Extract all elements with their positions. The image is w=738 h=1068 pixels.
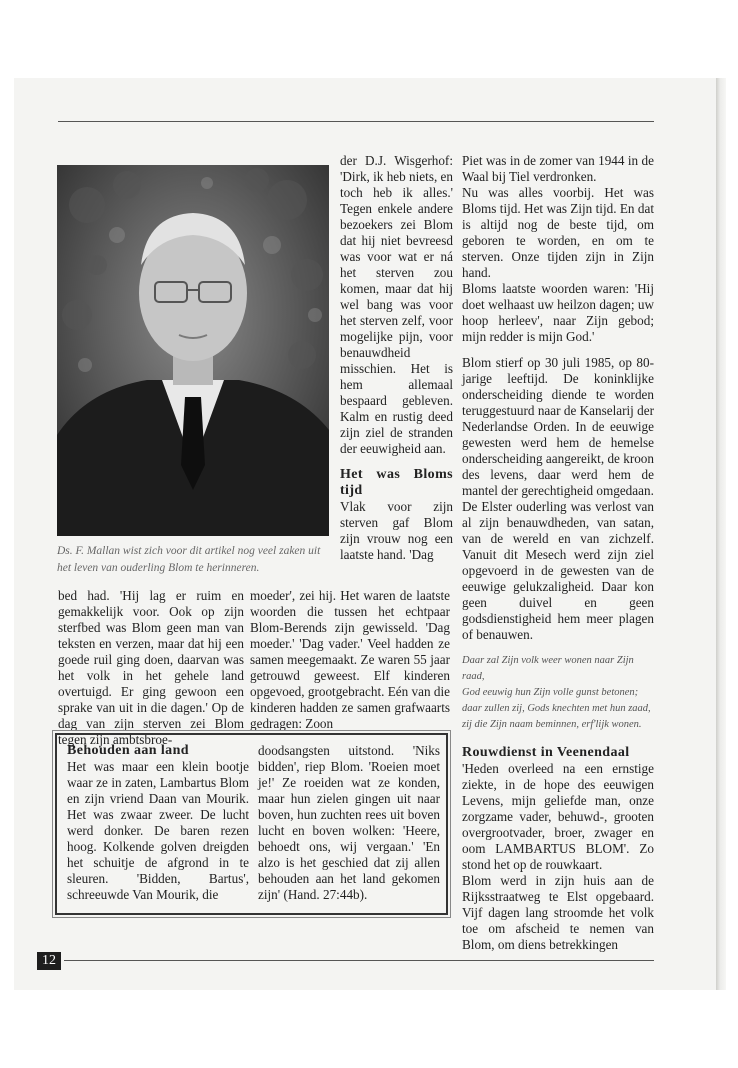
column-2-top	[340, 153, 453, 563]
portrait-photo	[57, 165, 329, 536]
paragraph: moeder', zei hij. Het waren de laatste woorden die tussen het echtpaar Blom-Berends zijn gewisseld. 'Dag moeder.' 'Dag vader.' Veel hadden ze samen meegemaakt. Ze waren 55 jaar getrouwd geweest. Elf kinderen opgevoed, grootgebracht. Eén van die kinderen hadden ze samen grafwaarts gedragen: Zoon	[250, 588, 450, 731]
verse-line: Daar zal Zijn volk weer wonen naar Zijn raad,	[462, 655, 634, 682]
top-rule	[58, 121, 654, 122]
paragraph: Blom stierf op 30 juli 1985, op 80-jarige leeftijd. De koninklijke onderscheiding diende te worden teruggestuurd naar de Kanselarij der Nederlandse Orden. In de eeuwige gewesten werd hem de hemelse onderscheiding aangereikt, de kroon des levens, daar werd hem de mantel der gerechtigheid omgedaan.	[462, 355, 654, 498]
paragraph: Bloms laatste woorden waren: 'Hij doet welhaast uw heilzon dagen; uw hoop herleev', naar Zijn gebod; mijn redder is mijn God.'	[462, 281, 654, 344]
paragraph: bed had. 'Hij lag er ruim en gemakkelijk voor. Ook op zijn sterfbed was Blom geen man van teksten en verzen, maar dat hij een goede ruil ging doen, daarvan was het volk in het gehele land overtuigd. Er ging gewoon een sprake van uit in die dagen.' Op de dag van zijn sterven zei Blom tegen zijn ambtsbroe-	[58, 588, 244, 747]
portrait-illustration	[57, 165, 329, 536]
paragraph: Het was maar een klein bootje waar ze in zaten, Lambartus Blom en zijn vriend Daan van Mourik. Het was zwaar zweer. De lucht werd donker. De baren rezen hoog. Kolkende golven dreigden het schuitje de afgrond in te sleuren. 'Bidden, Bartus', schreeuwde Van Mourik, die	[67, 759, 249, 902]
page-edge	[716, 78, 726, 990]
paragraph: Vlak voor zijn sterven gaf Blom zijn vrouw nog een laatste hand. 'Dag	[340, 499, 453, 562]
column-2-bottom	[250, 588, 450, 732]
section-heading: Het was Bloms tijd	[340, 467, 453, 498]
verse-line: daar zullen zij, Gods knechten met hun zaad,	[462, 703, 651, 714]
verse-line: God eeuwig hun Zijn volle gunst betonen;	[462, 687, 639, 698]
paragraph: Piet was in de zomer van 1944 in de Waal bij Tiel verdronken.	[462, 153, 654, 184]
paragraph: der D.J. Wisgerhof: 'Dirk, ik heb niets, en toch heb ik alles.' Tegen enkele andere bezoekers zei Blom dat hij niet bevreesd was voor wat er ná het sterven zou komen, maar dat hij wel bang was voor het sterven zelf, voor mogelijke pijn, voor benauwdheid misschien. Het is hem allemaal bespaard gebleven. Kalm en rustig deed zijn ziel de stranden der eeuwigheid aan.	[340, 153, 453, 456]
column-3	[462, 153, 654, 953]
paragraph: Blom werd in zijn huis aan de Rijksstraatweg te Elst opgebaard. Vijf dagen lang stroomde het volk toe om afscheid te nemen van Blom, om diens betrekkingen	[462, 873, 654, 952]
paragraph: 'Heden overleed na een ernstige ziekte, in de hope des eeuwigen Levens, mijn geliefde man, onze zorgzame vader, behuwd-, grooten overgrootvader, broer, zwager en oom LAMBARTUS BLOM'. Zo stond het op de rouwkaart.	[462, 761, 654, 872]
paragraph: De Elster ouderling was verlost van al zijn benauwdheden, van satan, van de wereld en van zichzelf. Vanuit dit Mesech werd zijn ziel opgevoerd in de gewesten van de eeuwige gelukzaligheid. Daar kon geen duivel en geen godsdienstigheid hem meer plagen of benauwen.	[462, 499, 654, 642]
paragraph: doodsangsten uitstond. 'Niks bidden', riep Blom. 'Roeien moet je!' Ze roeiden wat ze konden, maar hun zielen gingen uit naar boven, hun zuchten rees uit boven lucht en boven wolken: 'Heere, behoedt ons, wij vergaan.' 'En alzo is het geschied dat zij allen behouden aan het land gekomen zijn' (Hand. 27:44b).	[258, 743, 440, 902]
box-column-2	[258, 743, 440, 903]
verse-line: zij die Zijn naam beminnen, erf'lijk wonen.	[462, 719, 642, 730]
box-title: Behouden aan land	[67, 743, 189, 758]
paragraph: Nu was alles voorbij. Het was Bloms tijd. Het was Zijn tijd. En dat is altijd nog de beste tijd, om geboren te worden, en om te sterven. Onze tijden zijn in Zijn hand.	[462, 185, 654, 280]
psalm-verse	[462, 653, 654, 733]
sidebar-box	[55, 733, 448, 915]
column-1-bottom	[58, 588, 244, 748]
page-number: 12	[37, 952, 61, 970]
box-column-1	[67, 743, 249, 903]
bottom-rule	[64, 960, 654, 961]
photo-caption: Ds. F. Mallan wist zich voor dit artikel nog veel zaken uit het leven van ouderling Blom te herinneren.	[57, 545, 321, 574]
section-heading: Rouwdienst in Veenendaal	[462, 745, 630, 760]
